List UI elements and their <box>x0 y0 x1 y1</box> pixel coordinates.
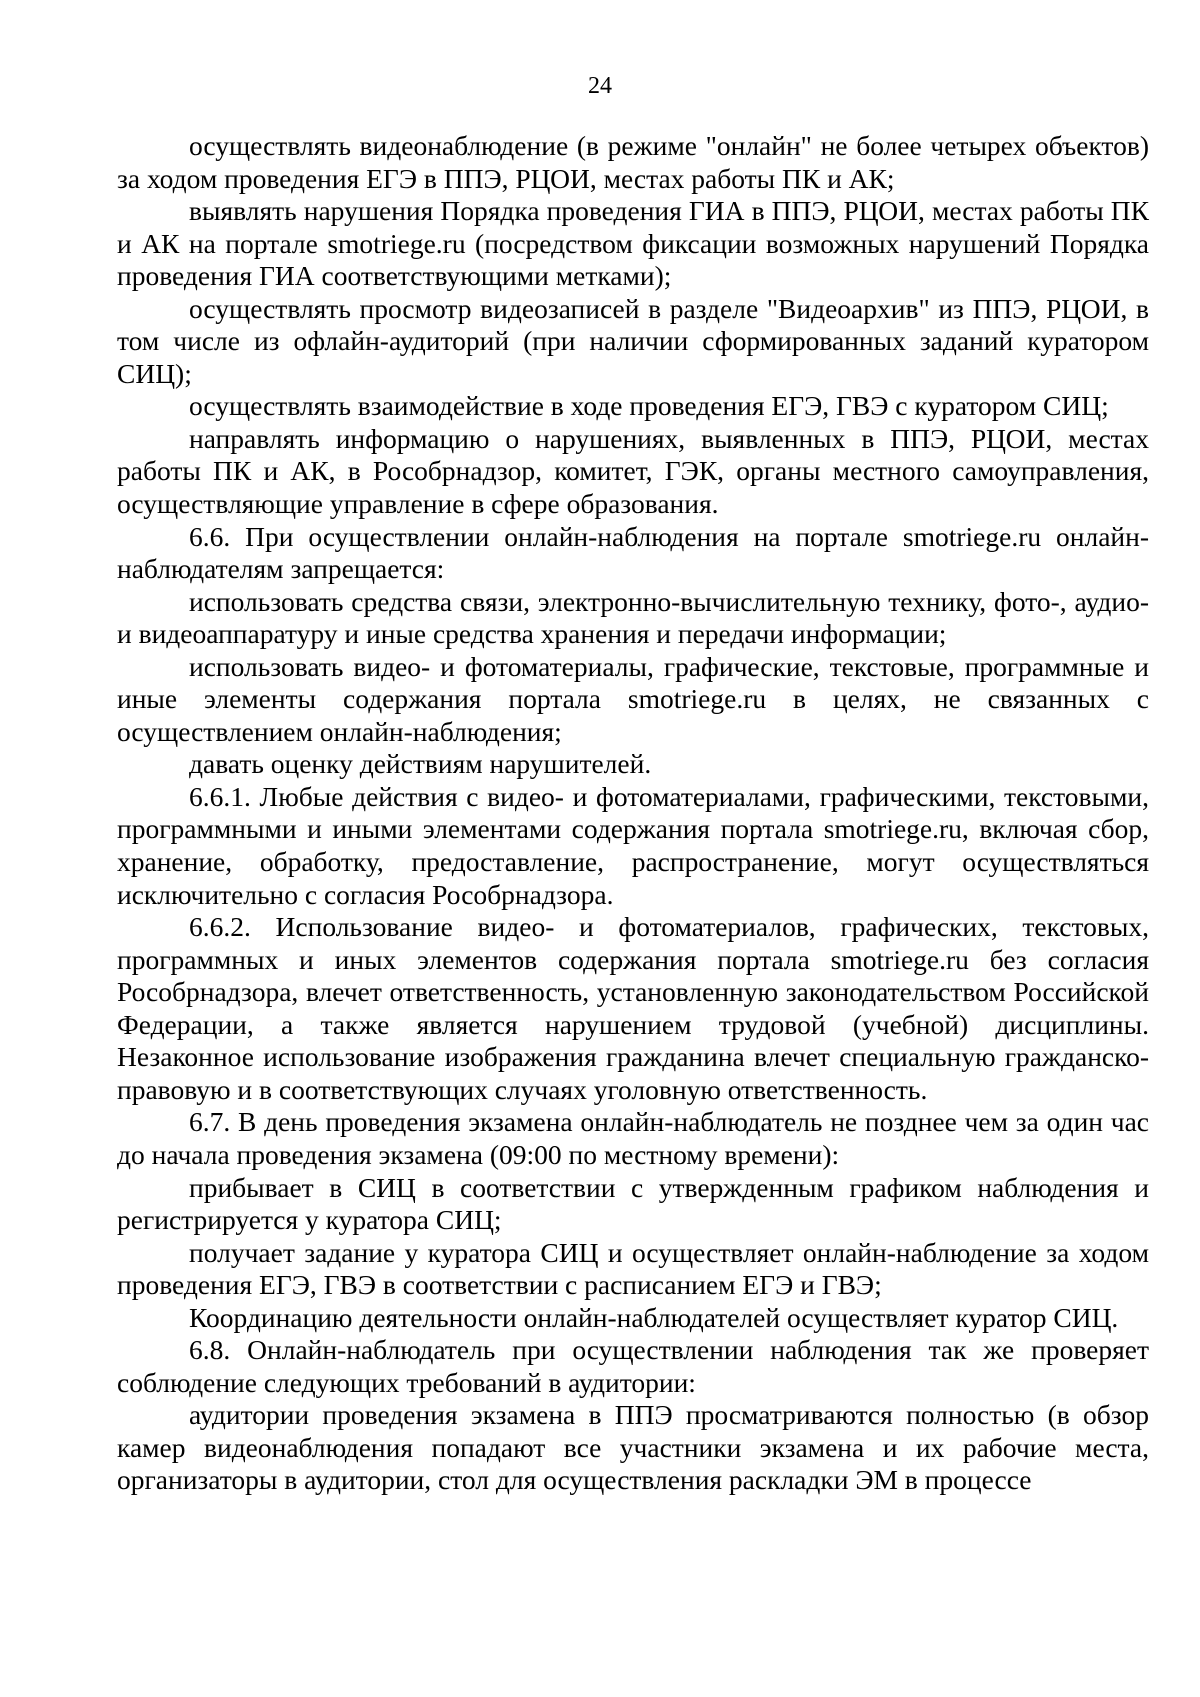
paragraph: использовать средства связи, электронно-вычислительную технику, фото-, аудио- и видеоаппаратуру и иные средства хранения и передачи информации; <box>117 585 1149 650</box>
paragraph: использовать видео- и фотоматериалы, графические, текстовые, программные и иные элементы содержания портала smotriege.ru в целях, не связанных с осуществлением онлайн-наблюдения; <box>117 650 1149 747</box>
paragraph: выявлять нарушения Порядка проведения ГИА в ППЭ, РЦОИ, местах работы ПК и АК на портале smotriege.ru (посредством фиксации возможных нарушений Порядка проведения ГИА соответствующими метками); <box>117 195 1149 292</box>
paragraph: получает задание у куратора СИЦ и осуществляет онлайн-наблюдение за ходом проведения ЕГЭ, ГВЭ в соответствии с расписанием ЕГЭ и ГВЭ; <box>117 1236 1149 1301</box>
paragraph: осуществлять взаимодействие в ходе проведения ЕГЭ, ГВЭ с куратором СИЦ; <box>189 390 1109 422</box>
paragraph: 6.6. При осуществлении онлайн-наблюдения на портале smotriege.ru онлайн-наблюдателям запрещается: <box>117 520 1149 585</box>
document-body <box>117 130 1149 1497</box>
paragraph: осуществлять просмотр видеозаписей в разделе "Видеоархив" из ППЭ, РЦОИ, в том числе из офлайн-аудиторий (при наличии сформированных заданий куратором СИЦ); <box>117 292 1149 389</box>
paragraph: Координацию деятельности онлайн-наблюдателей осуществляет куратор СИЦ. <box>189 1301 1119 1333</box>
paragraph: прибывает в СИЦ в соответствии с утвержденным графиком наблюдения и регистрируется у куратора СИЦ; <box>117 1171 1149 1236</box>
paragraph: 6.7. В день проведения экзамена онлайн-наблюдатель не позднее чем за один час до начала проведения экзамена (09:00 по местному времени): <box>117 1106 1149 1170</box>
page-number: 24 <box>588 73 612 99</box>
paragraph: 6.6.2. Использование видео- и фотоматериалов, графических, текстовых, программных и иных элементов содержания портала smotriege.ru без согласия Рособрнадзора, влечет ответственность, установленную законодательством Российской Федерации, а также является нарушением трудовой (учебной) дисциплины. Незаконное использование изображения гражданина влечет специальную гражданско-правовую и в соответствующих случаях уголовную ответственность. <box>117 911 1149 1105</box>
paragraph: осуществлять видеонаблюдение (в режиме "онлайн" не более четырех объектов) за ходом проведения ЕГЭ в ППЭ, РЦОИ, местах работы ПК и АК; <box>117 130 1149 194</box>
paragraph: 6.8. Онлайн-наблюдатель при осуществлении наблюдения так же проверяет соблюдение следующих требований в аудитории: <box>117 1334 1149 1398</box>
paragraph: направлять информацию о нарушениях, выявленных в ППЭ, РЦОИ, местах работы ПК и АК, в Рособрнадзор, комитет, ГЭК, органы местного самоуправления, осуществляющие управление в сфере образования. <box>117 422 1149 520</box>
paragraph: 6.6.1. Любые действия с видео- и фотоматериалами, графическими, текстовыми, программными и иными элементами содержания портала smotriege.ru, включая сбор, хранение, обработку, предоставление, распространение, могут осуществляться исключительно с согласия Рособрнадзора. <box>117 780 1149 910</box>
paragraph: аудитории проведения экзамена в ППЭ просматриваются полностью (в обзор камер видеонаблюдения попадают все участники экзамена и их рабочие места, организаторы в аудитории, стол для осуществления раскладки ЭМ в процессе <box>117 1399 1149 1496</box>
paragraph: давать оценку действиям нарушителей. <box>189 748 652 780</box>
